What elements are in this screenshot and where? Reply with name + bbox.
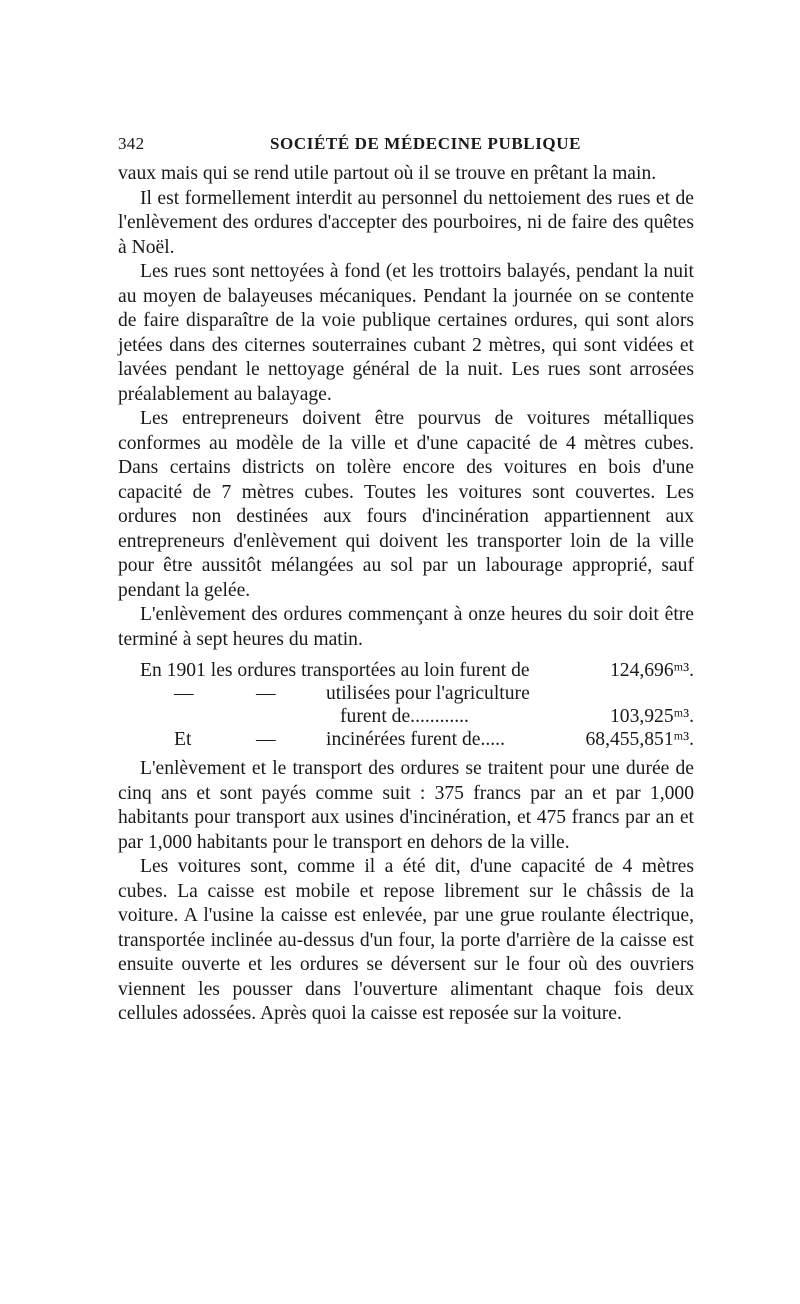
stats-row-incinerated-value: 68,455,851ᵐ³. — [585, 729, 694, 750]
stats-ditto-mark: — — [256, 729, 276, 750]
paragraph-contractors-vehicles: Les entrepreneurs doivent être pourvus de voitures métalliques conformes au modèle de la ville et d'une capacité de 4 mètres cubes. Dans certains districts on tolère encore des voitures en bois d'une capacité de 7 mètres cubes. Toutes les voitures sont couvertes. Les ordures non destinées aux fours d'incinération appartiennent aux entrepreneurs d'enlèvement qui doivent les transporter loin de la ville pour être aussitôt mélangées au sol par un labourage approprié, sauf pendant la gelée. — [118, 408, 694, 601]
paragraph-vehicle-unloading: Les voitures sont, comme il a été dit, d'une capacité de 4 mètres cubes. La caisse est mobile et repose librement sur le châssis de la voiture. A l'usine la caisse est enlevée, par une grue roulante électrique, transportée inclinée au-dessus d'un four, la porte d'arrière de la caisse est ensuite ouverte et les ordures se déversent sur le four où des ouvriers viennent les pousser dans l'ouverture alimentant chaque fois deux cellules adossées. Après quoi la caisse est reposée sur la voiture. — [118, 856, 694, 1024]
stats-row-incinerated-et: Et — [174, 729, 192, 750]
waste-statistics-1901 — [118, 659, 694, 751]
paragraph-tips-prohibition: Il est formellement interdit au personnel du nettoiement des rues et de l'enlèvement des ordures d'accepter des pourboires, ni de faire des quêtes à Noël. — [118, 187, 694, 258]
stats-ditto-mark: — — [256, 683, 276, 704]
book-page — [118, 134, 694, 1027]
page-number: 342 — [118, 134, 145, 153]
paragraph-street-cleaning: Les rues sont nettoyées à fond (et les trottoirs balayés, pendant la nuit au moyen de balayeuses mécaniques. Pendant la journée on se contente de faire disparaître de la voie publique certaines ordures, qui sont alors jetées dans des citernes souterraines cubant 2 mètres, qui sont vidées et lavées pendant le nettoyage général de la nuit. Les rues sont arrosées préalablement au balayage. — [118, 261, 694, 405]
paragraph-collection-hours: L'enlèvement des ordures commençant à onze heures du soir doit être terminé à sept heures du matin. — [118, 604, 694, 650]
paragraph-contract-payment: L'enlèvement et le transport des ordures se traitent pour une durée de cinq ans et sont payés comme suit : 375 francs par an et par 1,000 habitants pour transport aux usines d'incinération, et 475 francs par an et par 1,000 habitants pour le transport en dehors de la ville. — [118, 758, 694, 853]
stats-ditto-mark: — — [174, 683, 194, 704]
stats-row-incinerated-label: incinérées furent de..... — [326, 729, 505, 750]
stats-row-transported-label: En 1901 les ordures transportées au loin furent de — [140, 660, 530, 681]
page-header — [118, 134, 694, 162]
stats-row-agriculture-label: utilisées pour l'agriculture — [326, 683, 530, 704]
stats-row-transported-value: 124,696ᵐ³. — [609, 660, 694, 681]
paragraph-continuation: vaux mais qui se rend utile partout où il se trouve en prêtant la main. — [118, 163, 657, 184]
stats-row-agriculture-label-cont: furent de............ — [340, 706, 469, 727]
stats-row-agriculture-value: 103,925ᵐ³. — [609, 706, 694, 727]
running-title: SOCIÉTÉ DE MÉDECINE PUBLIQUE — [270, 134, 582, 153]
